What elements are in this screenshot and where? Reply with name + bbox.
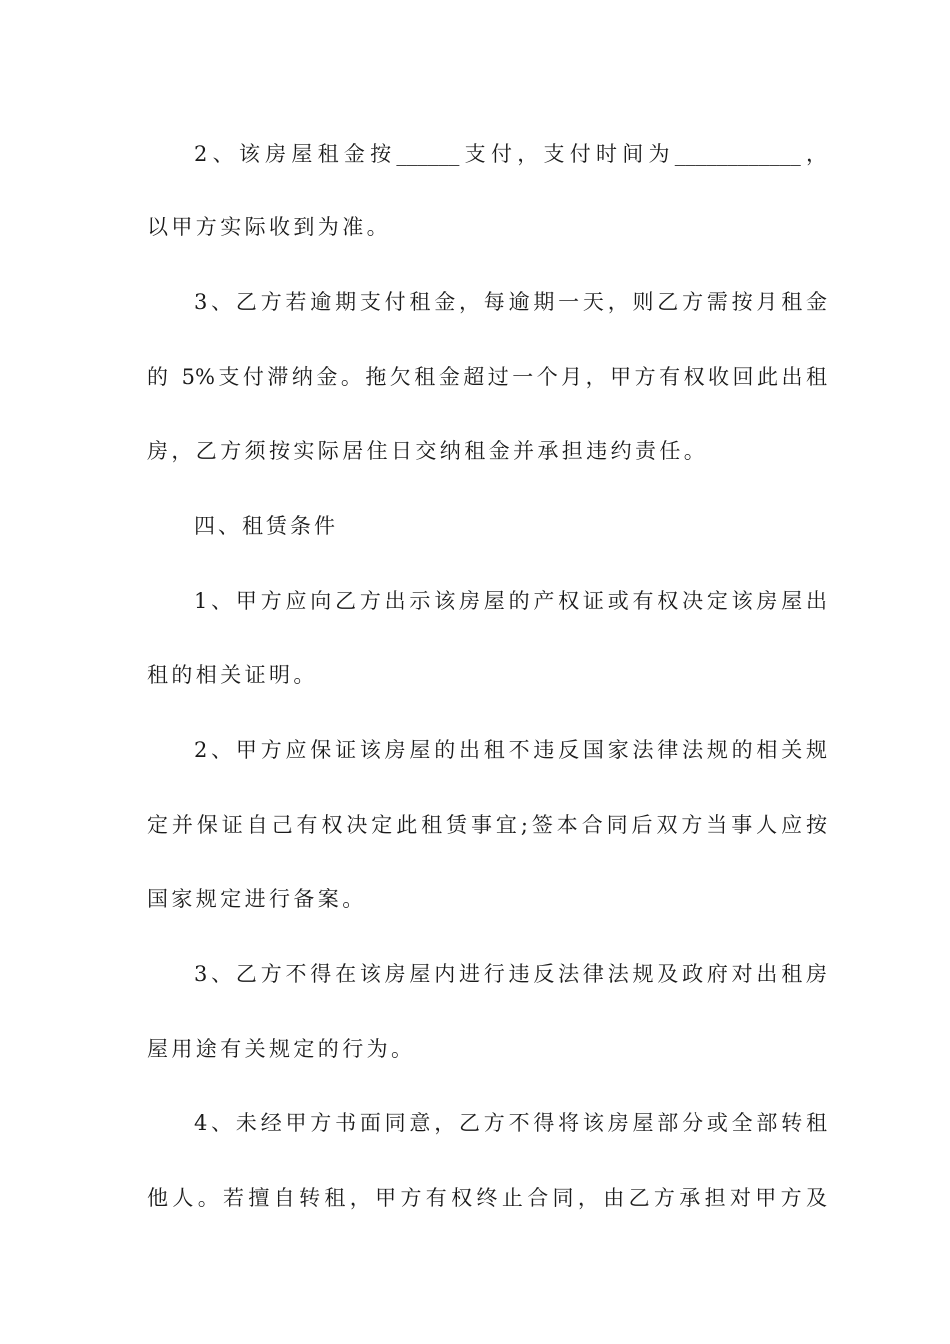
paragraph-line: 租的相关证明。	[147, 663, 318, 687]
paragraph-line: 2、甲方应保证该房屋的出租不违反国家法律法规的相关规	[194, 738, 827, 762]
paragraph-line: 他人。若擅自转租，甲方有权终止合同，由乙方承担对甲方及	[147, 1186, 827, 1210]
paragraph-line: 的 5%支付滞纳金。拖欠租金超过一个月，甲方有权收回此出租	[147, 365, 827, 389]
paragraph-line: 屋用途有关规定的行为。	[147, 1037, 416, 1061]
paragraph-line: 国家规定进行备案。	[147, 887, 367, 911]
paragraph-line: 3、乙方不得在该房屋内进行违反法律法规及政府对出租房	[194, 962, 827, 986]
section-heading: 四、租赁条件	[194, 514, 338, 538]
paragraph-line: 定并保证自己有权决定此租赁事宜;签本合同后双方当事人应按	[147, 813, 827, 837]
paragraph-line: 2、该房屋租金按______支付，支付时间为____________，	[194, 142, 827, 166]
paragraph-line: 房，乙方须按实际居住日交纳租金并承担违约责任。	[147, 439, 709, 463]
paragraph-line: 4、未经甲方书面同意，乙方不得将该房屋部分或全部转租	[194, 1111, 827, 1135]
paragraph-line: 以甲方实际收到为准。	[147, 215, 391, 239]
paragraph-line: 3、乙方若逾期支付租金，每逾期一天，则乙方需按月租金	[194, 290, 827, 314]
paragraph-line: 1、甲方应向乙方出示该房屋的产权证或有权决定该房屋出	[194, 589, 827, 613]
